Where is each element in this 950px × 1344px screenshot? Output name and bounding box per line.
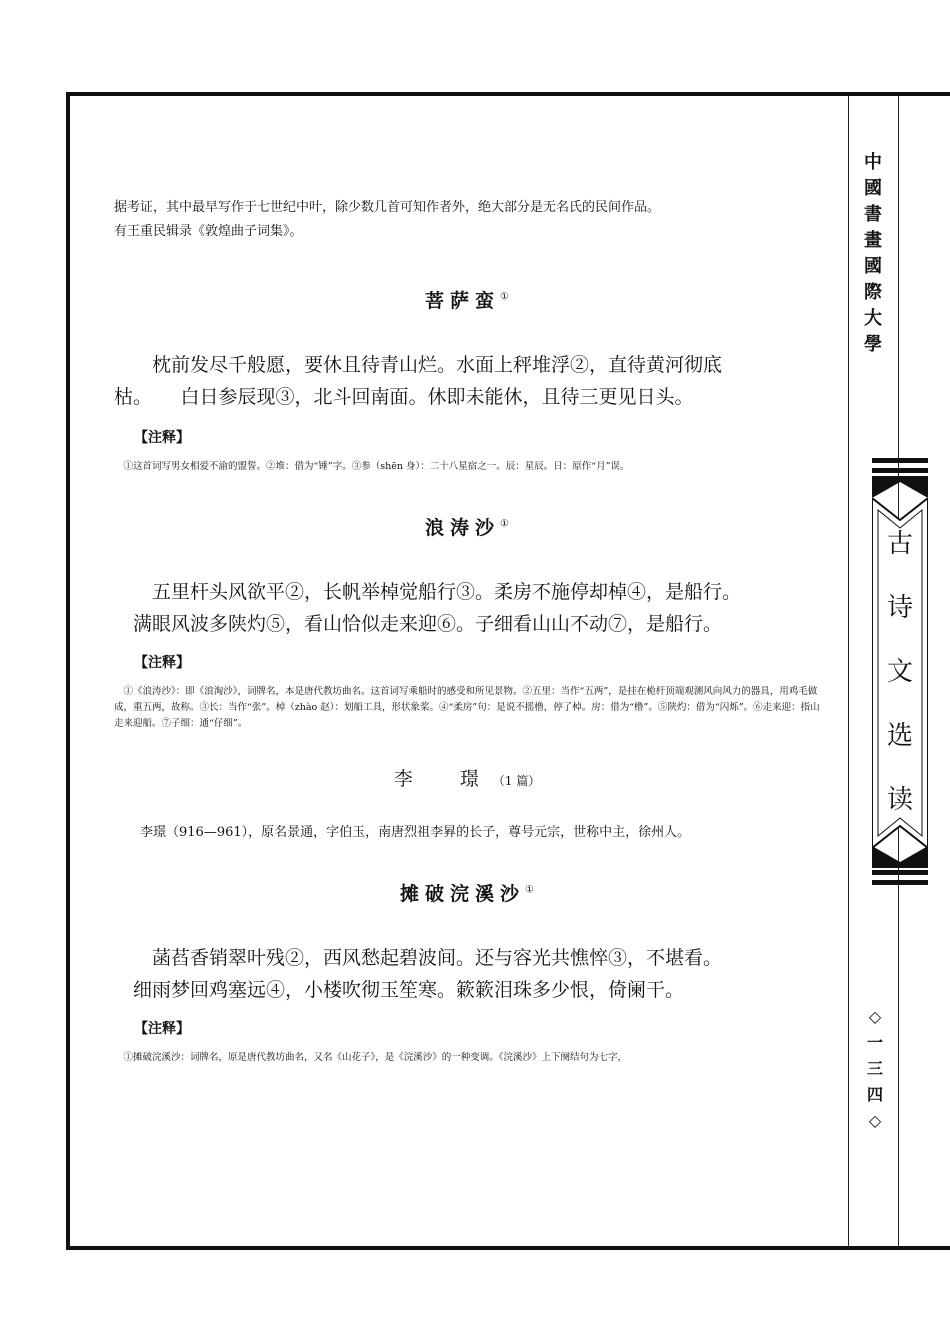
brand-char: 中 xyxy=(864,152,882,173)
author-bio: 李璟（916—961），原名景通，字伯玉，南唐烈祖李昪的长子，尊号元宗，世称中主，徐州人。 xyxy=(140,825,691,840)
notes-text: ①这首词写男女相爱不渝的盟誓。②堆：借为“锤”字。③参（shēn 身）：二十八星宿之一。辰：星辰。日：原作“月”误。 xyxy=(123,461,630,472)
title-char: 诗 xyxy=(886,593,913,623)
poem-title xyxy=(114,879,820,906)
banner-top-wedge xyxy=(872,476,928,500)
poem-line: 细雨梦回鸡塞远④，小楼吹彻玉笙寒。簌簌泪珠多少恨，倚阑干。 xyxy=(133,979,685,1001)
notes-heading: 【注释】 xyxy=(134,655,190,671)
poem-title xyxy=(114,513,820,540)
page-digit: 四 xyxy=(866,1085,883,1104)
title-char: 文 xyxy=(886,657,913,687)
title-char: 古 xyxy=(886,529,913,559)
notes-heading: 【注释】 xyxy=(134,1021,190,1037)
author-name: 李 璟 xyxy=(393,768,493,790)
page-digit: 一 xyxy=(866,1033,883,1052)
page-digit: 三 xyxy=(866,1059,883,1078)
banner-bar xyxy=(872,458,928,463)
footnote-mark: ① xyxy=(525,884,534,896)
brand-char: 大 xyxy=(864,308,882,329)
main-content xyxy=(114,196,820,1066)
notes-heading: 【注释】 xyxy=(134,430,190,446)
banner-bar xyxy=(872,870,928,875)
poem-line: 五里杆头风欲平②，长帆举棹觉船行③。柔房不施停却棹④，是船行。 xyxy=(152,581,742,603)
brand-char: 國 xyxy=(864,178,882,199)
diamond-icon: ◇ xyxy=(868,1111,882,1130)
brand-char: 畫 xyxy=(864,230,882,251)
book-title-banner xyxy=(872,458,928,886)
notes-text: ①《浪涛沙》：即《浪淘沙》，词牌名，本是唐代教坊曲名。这首词写乘船时的感受和所见景物。②五里：当作“五两”，是挂在桅杆顶端观测风向风力的器具，用鸡毛做成，重五两，故称。③长：当作“张”。棹（zhào 赵）：划船工具，形状象桨。④“柔房”句：是说不摇橹，停了棹。房：借为“橹”。⑤陕灼：借为“闪烁”。⑥走来迎：指山走来迎船。⑦子细：通“仔细”。 xyxy=(114,686,820,729)
poem-line: 枯。 白日参辰现③，北斗回南面。休即未能休，且待三更见日头。 xyxy=(114,386,694,408)
poem-line: 枕前发尽千般愿，要休且待青山烂。水面上秤堆浮②，直待黄河彻底 xyxy=(152,354,723,376)
poem-title-text: 菩萨蛮 xyxy=(425,290,501,312)
title-char: 读 xyxy=(886,785,913,815)
brand-char: 學 xyxy=(864,334,882,355)
author-heading xyxy=(114,764,820,791)
notes-text: ①摊破浣溪沙：词牌名，原是唐代教坊曲名，又名《山花子》，是《浣溪沙》的一种变调。《浣溪沙》上下阕结句为七字， xyxy=(123,1052,628,1063)
sidebar-divider-left xyxy=(848,96,849,1246)
banner-bottom-wedge xyxy=(872,844,928,868)
diamond-icon: ◇ xyxy=(868,1007,882,1026)
banner-bar xyxy=(872,880,928,885)
title-char: 选 xyxy=(886,721,913,751)
poem-title-text: 摊破浣溪沙 xyxy=(400,883,526,905)
poem-line: 菡萏香销翠叶残②，西风愁起碧波间。还与容光共憔悴③，不堪看。 xyxy=(152,947,723,969)
footnote-mark: ① xyxy=(500,518,509,530)
book-title-vertical xyxy=(872,512,928,832)
poem-title xyxy=(114,286,820,313)
intro-line: 据考证，其中最早写作于七世纪中叶，除少数几首可知作者外，绝大部分是无名氏的民间作品。 xyxy=(114,200,661,215)
poem-count: （1 篇） xyxy=(492,774,541,788)
banner-bar xyxy=(872,468,928,473)
university-brand-vertical xyxy=(858,150,888,358)
intro-line: 有王重民辑录《敦煌曲子词集》。 xyxy=(114,224,303,239)
poem-title-text: 浪涛沙 xyxy=(425,517,501,539)
poem-line: 满眼风波多陕灼⑤，看山恰似走来迎⑥。子细看山山不动⑦，是船行。 xyxy=(133,613,723,635)
brand-char: 際 xyxy=(864,282,882,303)
brand-char: 書 xyxy=(864,204,882,225)
brand-char: 國 xyxy=(864,256,882,277)
footnote-mark: ① xyxy=(500,291,509,303)
page-number-vertical xyxy=(864,1004,886,1134)
